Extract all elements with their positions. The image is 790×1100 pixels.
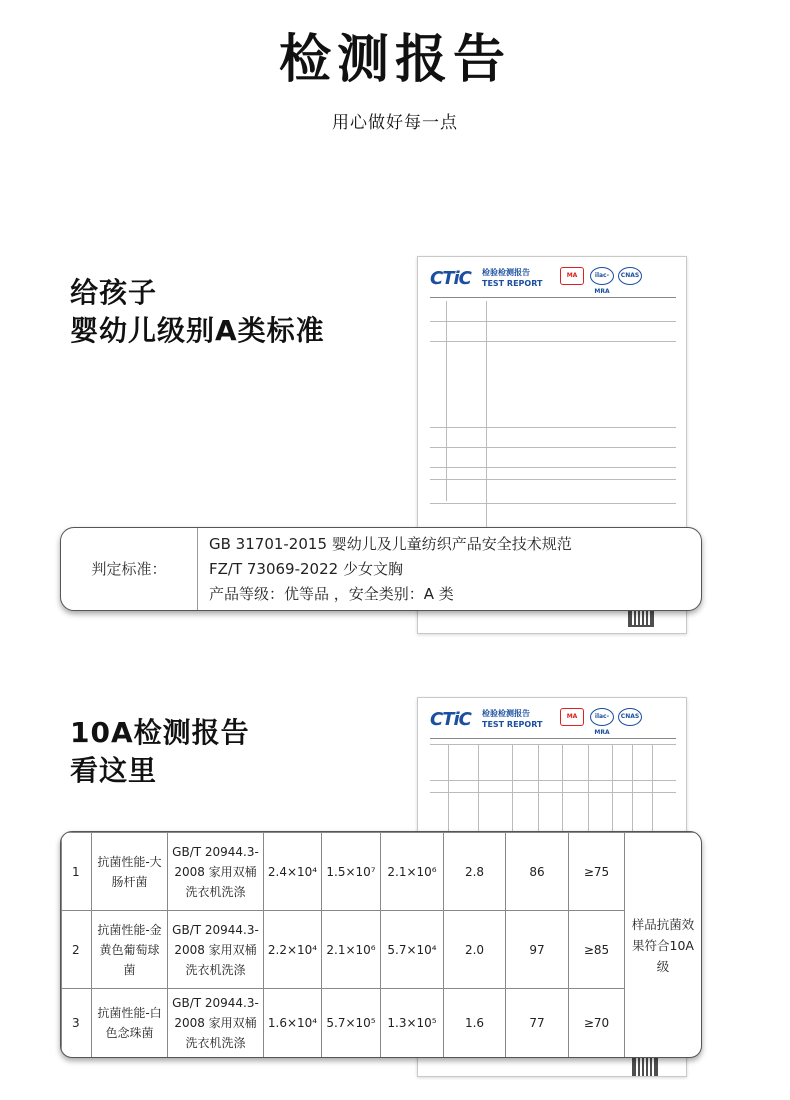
- cell-v1: 2.2×10⁴: [264, 911, 322, 989]
- cell-value: 2.8: [444, 833, 506, 911]
- report-grid-line: [588, 744, 589, 834]
- section1-headline-line1: 给孩子: [70, 276, 158, 309]
- cell-item: 抗菌性能-大肠杆菌: [92, 833, 168, 911]
- page-subtitle: 用心做好每一点: [332, 113, 458, 133]
- cell-method: GB/T 20944.3-2008 家用双桶洗衣机洗涤: [168, 833, 264, 911]
- cell-v1: 1.6×10⁴: [264, 989, 322, 1058]
- cell-v2: 2.1×10⁶: [322, 911, 381, 989]
- report-title-en: TEST REPORT: [482, 279, 543, 288]
- report-rule: [430, 738, 676, 739]
- cell-seq: 1: [62, 833, 92, 911]
- cell-v3: 1.3×10⁵: [381, 989, 444, 1058]
- report-grid-line: [448, 744, 449, 834]
- cell-v2: 1.5×10⁷: [322, 833, 381, 911]
- cell-req: ≥75: [569, 833, 625, 911]
- standard-label: 判定标准：: [61, 528, 198, 610]
- ilac-cert-icon: ilac-MRA: [590, 267, 614, 285]
- cell-req: ≥85: [569, 911, 625, 989]
- cell-v2: 5.7×10⁵: [322, 989, 381, 1058]
- section2-headline-line1: 10A检测报告: [70, 716, 250, 749]
- cell-method: GB/T 20944.3-2008 家用双桶洗衣机洗涤: [168, 989, 264, 1058]
- table-row: [62, 911, 702, 989]
- report-grid-line: [430, 467, 676, 468]
- report-title-cn: 检验检测报告: [482, 709, 530, 718]
- cell-v3: 5.7×10⁴: [381, 911, 444, 989]
- report-grid-line: [632, 744, 633, 834]
- cti-logo: CTiC: [430, 709, 471, 730]
- report-grid-line: [446, 301, 447, 501]
- report-grid-line: [430, 780, 676, 781]
- cell-item: 抗菌性能-白色念珠菌: [92, 989, 168, 1058]
- report-title: [482, 708, 542, 730]
- cell-req: ≥70: [569, 989, 625, 1058]
- ma-cert-icon: MA: [560, 708, 584, 726]
- report-grid-line: [430, 321, 676, 322]
- cell-value: 1.6: [444, 989, 506, 1058]
- standard-callout: [60, 527, 702, 611]
- cell-v1: 2.4×10⁴: [264, 833, 322, 911]
- report-grid-line: [430, 503, 676, 504]
- standard-fzt: FZ/T 73069-2022 少女文胸: [209, 560, 403, 578]
- report-grid-line: [538, 744, 539, 834]
- cell-value: 2.0: [444, 911, 506, 989]
- section2-headline: [70, 714, 250, 790]
- antibacterial-table: [61, 832, 702, 1058]
- section1-headline-line2: 婴幼儿级别A类标准: [70, 314, 325, 347]
- ilac-cert-icon: ilac-MRA: [590, 708, 614, 726]
- standard-gb: GB 31701-2015 婴幼儿及儿童纺织产品安全技术规范: [209, 535, 572, 553]
- section2-headline-line2: 看这里: [70, 754, 158, 787]
- cnas-cert-icon: CNAS: [618, 267, 642, 285]
- cell-seq: 2: [62, 911, 92, 989]
- cell-item: 抗菌性能-金黄色葡萄球菌: [92, 911, 168, 989]
- report-title-en: TEST REPORT: [482, 720, 543, 729]
- report-grid-line: [512, 744, 513, 834]
- cell-rate: 97: [506, 911, 569, 989]
- report-grid-line: [430, 792, 676, 793]
- cnas-cert-icon: CNAS: [618, 708, 642, 726]
- report-grid-line: [430, 341, 676, 342]
- table-row: [62, 833, 702, 911]
- product-grade: 产品等级：优等品 ，安全类别：A 类: [209, 585, 454, 603]
- report-rule: [430, 297, 676, 298]
- cell-rate: 86: [506, 833, 569, 911]
- cell-result: 样品抗菌效果符合10A 级: [625, 833, 702, 1058]
- report-grid-line: [430, 447, 676, 448]
- cell-rate: 77: [506, 989, 569, 1058]
- report-grid-line: [430, 427, 676, 428]
- report-grid-line: [652, 744, 653, 834]
- report-title: [482, 267, 542, 289]
- report-grid-line: [430, 479, 676, 480]
- report-grid-line: [612, 744, 613, 834]
- cell-v3: 2.1×10⁶: [381, 833, 444, 911]
- report-grid-line: [430, 744, 676, 745]
- report-header: [430, 708, 676, 736]
- antibacterial-table-callout: [60, 831, 702, 1058]
- ma-cert-icon: MA: [560, 267, 584, 285]
- section1-headline: [70, 274, 325, 350]
- table-row: [62, 989, 702, 1058]
- report-grid-line: [478, 744, 479, 834]
- report-grid-line: [562, 744, 563, 834]
- page-title: 检测报告: [278, 30, 511, 90]
- cti-logo: CTiC: [430, 268, 471, 289]
- cell-seq: 3: [62, 989, 92, 1058]
- cell-method: GB/T 20944.3-2008 家用双桶洗衣机洗涤: [168, 911, 264, 989]
- report-header: [430, 267, 676, 295]
- report-title-cn: 检验检测报告: [482, 268, 530, 277]
